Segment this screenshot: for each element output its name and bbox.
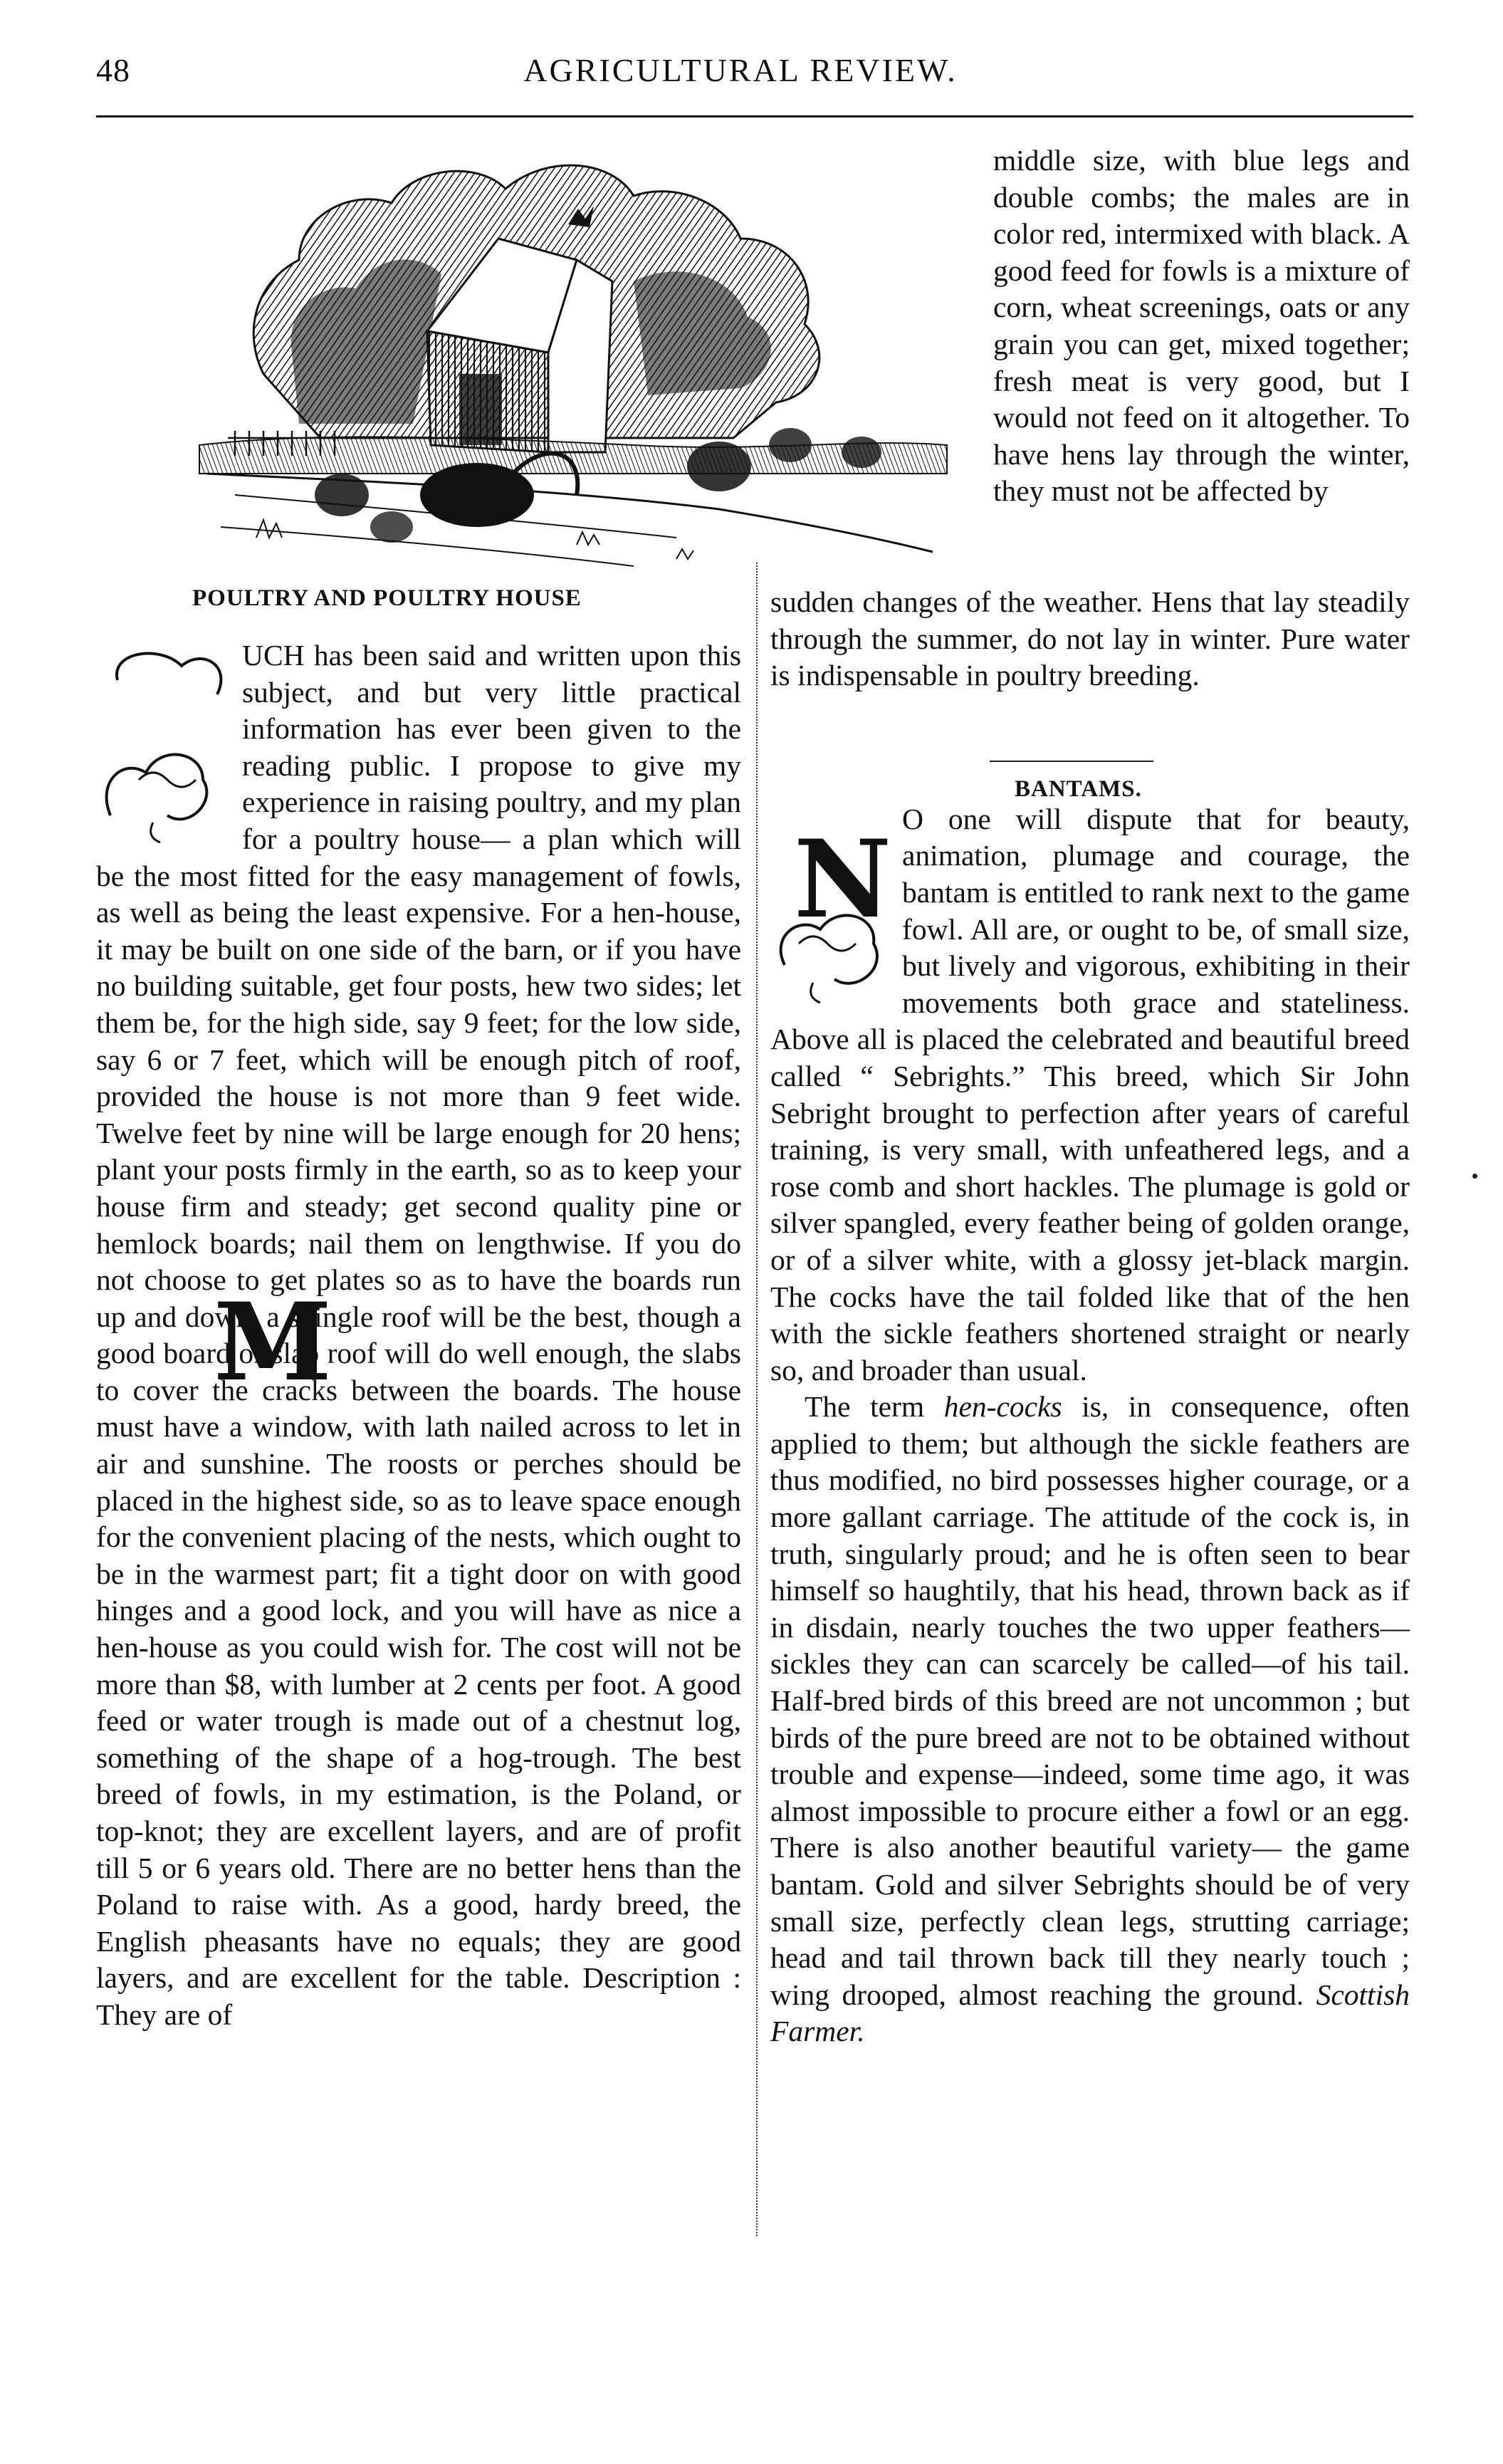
margin-dot [1472, 1174, 1477, 1179]
right-top-paragraph: middle size, with blue legs and double combs; the males are in color red, intermixed with black. A good feed for fowls is a mixture of corn, wheat screenings, oats or any grain you can get, mixed together; fresh meat is very good, but I would not feed on it altogether. To have hens lay through the winter, they must not be affected by [993, 144, 1410, 508]
hen-cocks-term: hen-cocks [943, 1390, 1062, 1424]
right-continuation: sudden changes of the weather. Hens that lay steadily through the summer, do not lay in winter. Pure water is indispensable in poultry breeding. [770, 585, 1410, 692]
running-title: AGRICULTURAL REVIEW. [523, 52, 958, 88]
ornament-icon [96, 637, 239, 844]
right-top-text [993, 142, 1410, 510]
bantams-para-2-rest: is, in consequence, often applied to them; but although the sickle feathers are thus modified, no bird possesses higher courage, or a more gallant carriage. The attitude of the cock is, in truth, singularly proud; and he is often seen to bear himself so haughtily, that his head, thrown back as if in disdain, nearly touches the two upper feathers—sickles they can can scarcely be called—of his tail. Half-bred birds of this breed are not uncommon ; but birds of the pure breed are not to be obtained without trouble and expense—indeed, some time ago, it was almost impossible to procure either a fowl or an egg. There is also another beautiful variety— the game bantam. Gold and silver Sebrights should be of very small size, perfectly clean legs, strutting carriage; head and tail thrown back till they nearly touch ; wing drooped, almost reaching the ground. [770, 1390, 1410, 2011]
poultry-heading: POULTRY AND POULTRY HOUSE [192, 585, 582, 611]
right-column [770, 584, 1410, 2050]
poultry-house-engraving-icon [178, 139, 968, 573]
bantams-heading: BANTAMS. [1015, 776, 1142, 802]
bantams-para-2 [770, 1389, 1410, 2050]
bantams-para-2-lead: The term [805, 1390, 944, 1424]
page-number: 48 [96, 52, 130, 88]
header-rule [96, 115, 1413, 118]
poultry-body: UCH has been said and written upon this subject, and but very little practical information has ever been given to the reading public. I propose to give my experience in raising poultry, and my plan for a poultry house— a plan which will be the most fitted for the easy management of fowls, as well as being the least expensive. For a hen-house, it may be built on one side of the barn, or if you have no building suitable, get four posts, hew two sides; let them be, for the high side, say 9 feet; for the low side, say 6 or 7 feet, which will be enough pitch of roof, provided the house is not more than 9 feet wide. Twelve feet by nine will be large enough for 20 hens; plant your posts firmly in the earth, so as to keep your house firm and steady; get second quality pine or hemlock boards; nail them on lengthwise. If you do not choose to get plates so as to have the boards run up and down, a shingle roof will be the best, though a good board or slab roof will do well enough, the slabs to cover the cracks between the boards. The house must have a window, with lath nailed across to let in air and sunshine. The roosts or perches should be placed in the highest side, so as to leave space enough for the convenient placing of the nests, which ought to be in the warmest part; fit a tight door on with good hinges and a good lock, and you will have as nice a hen-house as you could wish for. The cost will not be more than $8, with lumber at 2 cents per foot. A good feed or water trough is made out of a chestnut log, something of the shape of a hog-trough. The best breed of fowls, in my estimation, is the Poland, or top-knot; they are excellent layers, and are of profit till 5 or 6 years old. There are no better hens than the Poland to raise with. As a good, hardy breed, the English pheasants have no equals; they are good layers, and are excellent for the table. Description : They are of [96, 639, 741, 2031]
column-divider [756, 563, 758, 2236]
drop-letter-m: M [214, 1280, 332, 1405]
section-rule [990, 761, 1153, 762]
source-attribution: Scottish Farmer. [770, 1978, 1410, 2048]
drop-cap-m [96, 637, 332, 1405]
bantams-para-1: O one will dispute that for beauty, animation, plumage and courage, the bantam is entitled to rank next to the game fowl. All are, or ought to be, of small size, but lively and vigorous, exhibiting in their movements both grace and stateliness. Above all is placed the celebrated and beautiful breed called “ Sebrights.” This breed, which Sir John Sebright brought to perfection after years of careful training, is very small, with unfeathered legs, and a rose comb and short hackles. The plumage is gold or silver spangled, every feather being of golden orange, or of a silver white, with a glossy jet-black margin. The cocks have the tail folded like that of the hen with the sickle feathers shortened straight or nearly so, and broader than usual. [770, 802, 1410, 1387]
poultry-article [96, 637, 741, 2034]
drop-letter-n: N [794, 817, 892, 942]
